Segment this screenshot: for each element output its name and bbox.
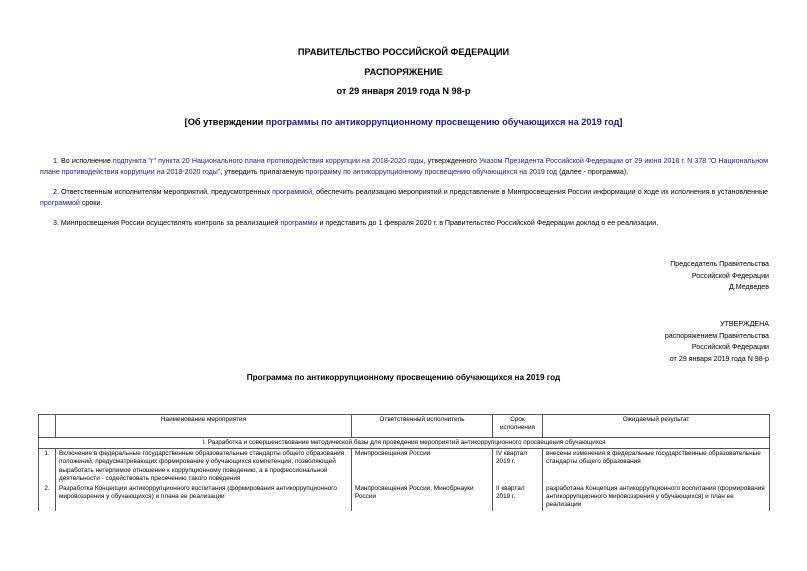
approval-by: распоряжением Правительства xyxy=(664,331,769,340)
document-date-number: от 29 января 2019 года N 98-р xyxy=(336,86,471,96)
paragraph-2-text-b: , обеспечить реализацию мероприятий и представление в Минпросвещения России информации о ходе их исполнения в установленные xyxy=(312,188,768,196)
header-deadline: Срок исполнения xyxy=(493,415,543,438)
program-link-4[interactable]: программы xyxy=(280,219,318,227)
title-suffix: ] xyxy=(619,117,623,127)
paragraph-2-text-a: 2. Ответственным исполнителям мероприятий, предусмотренных xyxy=(53,188,273,196)
signature-name: Д.Медведев xyxy=(728,283,769,291)
row-deadline: II квартал 2019 г. xyxy=(493,484,543,511)
header-executor: Ответственный исполнитель xyxy=(352,415,493,438)
presidential-decree-link[interactable]: Указом Президента Российской Федерации от 29 июня 2018 г. N 378 "О Национальном плане противодействия коррупции на 2018-2020 годы" xyxy=(40,157,768,176)
approval-country: Российской Федерации xyxy=(691,343,769,351)
table-row xyxy=(39,449,770,484)
header-name: Наименование мероприятия xyxy=(56,415,352,438)
approval-block xyxy=(665,319,769,365)
paragraph-1-text-b: , утвержденного xyxy=(423,157,480,165)
signature-block xyxy=(670,259,769,294)
header-number xyxy=(39,415,56,438)
row-name: Включение в федеральные государственные образовательные стандарты общего образования положений, предусматривающих формирование у обучающихся компетенции, позволяющей выработать нетерпимое отношение к коррупционному поведению, а в профессиональной деятельности - содействовать пресечению такого поведения xyxy=(56,449,352,484)
table-row xyxy=(39,484,770,511)
section-title: I. Разработка и совершенствование методической базы для проведения мероприятий антикоррупционного просвещения обучающихся xyxy=(39,438,770,449)
document-title xyxy=(0,117,807,127)
row-number: 1. xyxy=(39,449,56,484)
paragraph-3-text-a: 3. Минпросвещения России осуществлять контроль за реализацией xyxy=(53,219,281,227)
row-executor: Минпросвещения России, Минобрнауки России xyxy=(352,484,493,511)
program-link-3[interactable]: программой xyxy=(40,198,80,207)
approval-stamp: УТВЕРЖДЕНА xyxy=(720,320,769,328)
program-title: Программа по антикоррупционному просвещению обучающихся на 2019 год xyxy=(246,373,561,382)
row-executor: Минпросвещения России xyxy=(352,449,493,484)
row-number: 2. xyxy=(39,484,56,511)
paragraph-1-text-a: 1. Во исполнение xyxy=(53,157,113,165)
row-result: разработана Концепция антикоррупционного воспитания (формирования антикоррупционного мировоззрения у обучающихся) и план ее реализации xyxy=(543,484,770,511)
paragraph-3-text-b: и представить до 1 февраля 2020 г. в Правительство Российской Федерации доклад о ее реализации. xyxy=(317,219,659,227)
title-program-link[interactable]: программы по антикоррупционному просвещению обучающихся на 2019 год xyxy=(265,117,620,127)
row-result: внесены изменения в федеральные государственные образовательные стандарты общего образования xyxy=(543,449,770,484)
paragraph-1-text-d: (далее - программа). xyxy=(557,167,629,176)
table-section-row xyxy=(39,438,770,449)
header-result: Ожидаемый результат xyxy=(543,415,770,438)
program-link-2[interactable]: программой xyxy=(272,188,313,196)
program-table xyxy=(38,414,770,511)
signature-position: Председатель Правительства xyxy=(670,260,769,268)
paragraph-1-text-c: , утвердить прилагаемую xyxy=(220,167,306,176)
paragraph-2 xyxy=(40,187,768,208)
table-header-row xyxy=(39,415,770,438)
paragraph-3 xyxy=(40,218,768,229)
document-type-heading: РАСПОРЯЖЕНИЕ xyxy=(364,67,443,77)
title-prefix: [Об утверждении xyxy=(184,117,266,127)
program-link[interactable]: программу по антикоррупционному просвещению обучающихся на 2019 год xyxy=(305,167,558,176)
signature-country: Российской Федерации xyxy=(691,271,769,280)
approval-date: от 29 января 2019 года N 98-р xyxy=(669,354,769,363)
national-plan-link[interactable]: подпункта "г" пункта 20 Национального плана противодействия коррупции на 2018-2020 годы xyxy=(112,157,424,165)
row-name: Разработка Концепции антикоррупционного воспитания (формирования антикоррупционного мировоззрения у обучающихся) и плана ее реализации xyxy=(56,484,352,511)
paragraph-1 xyxy=(40,156,768,177)
row-deadline: IV квартал 2019 г. xyxy=(493,449,543,484)
government-heading: ПРАВИТЕЛЬСТВО РОССИЙСКОЙ ФЕДЕРАЦИИ xyxy=(297,47,510,57)
paragraph-2-text-c: сроки. xyxy=(79,198,103,207)
